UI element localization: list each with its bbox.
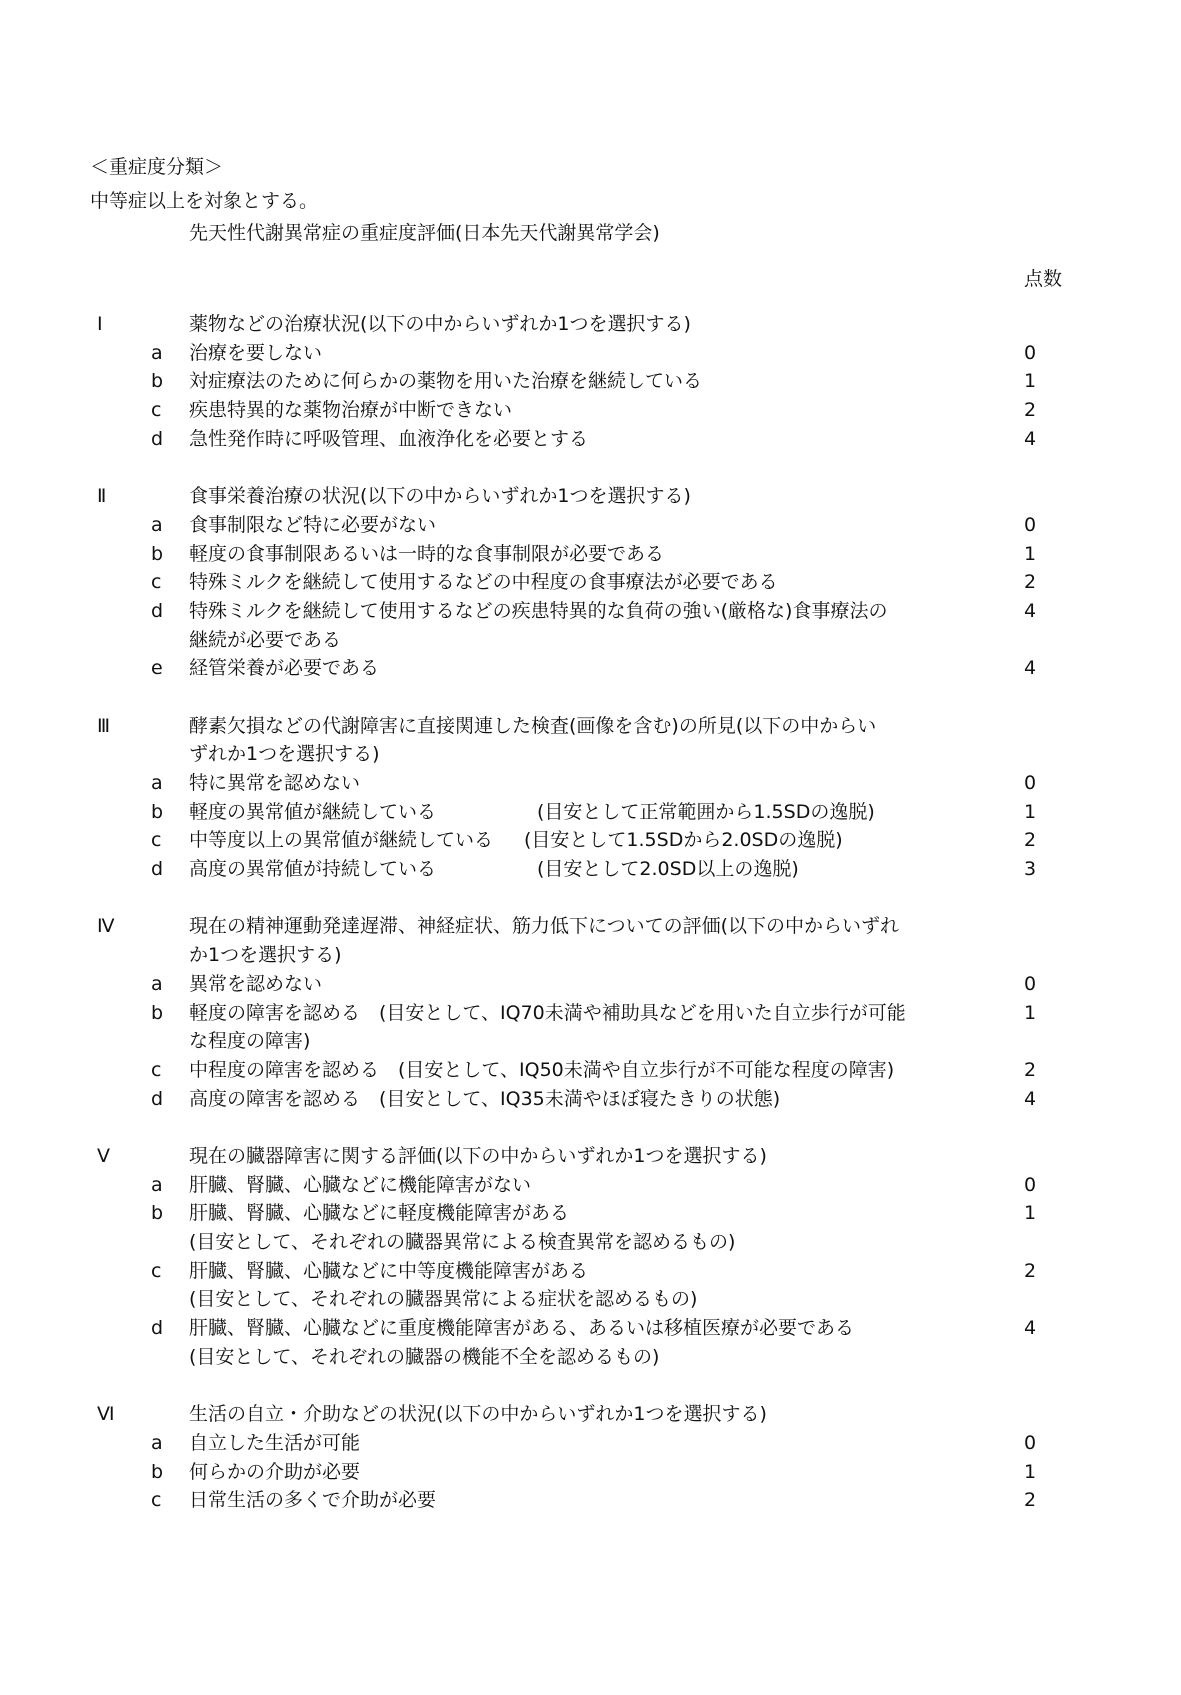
item-letter: b [151, 1460, 164, 1483]
criteria-item [0, 568, 1181, 597]
item-score: 2 [1024, 1259, 1037, 1282]
criteria-item [0, 1429, 1181, 1458]
section-title-row [0, 912, 1181, 941]
item-text: 肝臓、腎臓、心臓などに中等度機能障害がある [189, 1259, 589, 1282]
criteria-item [0, 970, 1181, 999]
item-text: 特殊ミルクを継続して使用するなどの疾患特異的な負荷の強い(厳格な)食事療法の [189, 599, 888, 622]
criteria-item [0, 396, 1181, 425]
criteria-section [0, 1400, 1181, 1515]
item-text: 異常を認めない [189, 972, 323, 995]
section-numeral: Ⅱ [97, 485, 107, 508]
section-title: 食事栄養治療の状況(以下の中からいずれか1つを選択する) [189, 485, 691, 508]
item-text: 経管栄養が必要である [189, 657, 380, 680]
section-title: 現在の臓器障害に関する評価(以下の中からいずれか1つを選択する) [189, 1144, 767, 1167]
item-letter: b [151, 800, 164, 823]
item-letter: c [151, 1058, 162, 1081]
severity-criteria-list [0, 310, 1181, 1544]
section-title-row [0, 310, 1181, 339]
criteria-item [0, 999, 1181, 1028]
criteria-item [0, 1314, 1181, 1343]
section-title-row [0, 1400, 1181, 1429]
item-letter: c [151, 1489, 162, 1512]
item-score: 1 [1024, 370, 1037, 393]
criteria-item [0, 1257, 1181, 1286]
criteria-section [0, 310, 1181, 453]
item-score: 1 [1024, 1202, 1037, 1225]
criteria-section [0, 482, 1181, 683]
item-text: (目安として、それぞれの臓器異常による症状を認めるもの) [189, 1288, 698, 1311]
item-text: 疾患特異的な薬物治療が中断できない [189, 399, 513, 422]
item-text: 特殊ミルクを継続して使用するなどの中程度の食事療法が必要である [189, 571, 778, 594]
score-column-header: 点数 [1024, 268, 1063, 290]
item-score: 3 [1024, 858, 1037, 881]
item-score: 4 [1024, 657, 1037, 680]
item-text: 軽度の食事制限あるいは一時的な食事制限が必要である [189, 542, 665, 565]
criteria-item [0, 1285, 1181, 1314]
criteria-item [0, 855, 1181, 884]
item-letter: b [151, 1202, 164, 1225]
item-text: 中程度の障害を認める (目安として、IQ50未満や自立歩行が不可能な程度の障害) [189, 1058, 895, 1081]
item-letter: b [151, 370, 164, 393]
criteria-item [0, 1343, 1181, 1372]
item-letter: d [151, 858, 164, 881]
item-text: 軽度の異常値が継続している [189, 800, 437, 823]
item-letter: e [151, 657, 163, 680]
item-score: 0 [1024, 1431, 1037, 1454]
item-letter: d [151, 1087, 164, 1110]
section-numeral: Ⅳ [97, 915, 115, 938]
item-score: 4 [1024, 599, 1037, 622]
criteria-item [0, 654, 1181, 683]
item-text: 自立した生活が可能 [189, 1431, 361, 1454]
item-text: 治療を要しない [189, 341, 323, 364]
section-heading: ＜重症度分類＞ [90, 156, 224, 178]
item-letter: b [151, 1001, 164, 1024]
item-score: 2 [1024, 1489, 1037, 1512]
item-score: 0 [1024, 1173, 1037, 1196]
criteria-item [0, 1458, 1181, 1487]
item-letter: a [151, 972, 163, 995]
item-score: 4 [1024, 427, 1037, 450]
item-score: 4 [1024, 1317, 1037, 1340]
item-score: 0 [1024, 972, 1037, 995]
section-title-row [0, 712, 1181, 741]
target-statement: 中等症以上を対象とする。 [90, 190, 319, 212]
section-title-row [0, 482, 1181, 511]
section-title-row [0, 941, 1181, 970]
item-text: 食事制限など特に必要がない [189, 513, 437, 536]
item-text: 特に異常を認めない [189, 772, 361, 794]
item-text: 肝臓、腎臓、心臓などに機能障害がない [189, 1173, 532, 1196]
item-score: 0 [1024, 513, 1037, 536]
item-text: 肝臓、腎臓、心臓などに重度機能障害がある、あるいは移植医療が必要である [189, 1317, 855, 1340]
item-letter: d [151, 427, 164, 450]
section-title: か1つを選択する) [189, 944, 342, 967]
item-text: (目安として、それぞれの臓器の機能不全を認めるもの) [189, 1345, 660, 1368]
section-numeral: Ⅰ [97, 313, 103, 335]
item-text: 肝臓、腎臓、心臓などに軽度機能障害がある [189, 1202, 570, 1225]
item-letter: c [151, 1259, 162, 1282]
item-letter: a [151, 1431, 163, 1454]
item-score: 1 [1024, 1001, 1037, 1024]
item-text: 高度の異常値が持続している [189, 858, 437, 881]
criteria-section [0, 712, 1181, 884]
criteria-item [0, 339, 1181, 368]
item-text: な程度の障害) [189, 1030, 311, 1053]
item-text: 急性発作時に呼吸管理、血液浄化を必要とする [189, 427, 589, 450]
section-title: ずれか1つを選択する) [189, 743, 380, 766]
item-score: 1 [1024, 800, 1037, 823]
criteria-item [0, 769, 1181, 798]
section-numeral: Ⅲ [97, 714, 111, 737]
section-title: 現在の精神運動発達遅滞、神経症状、筋力低下についての評価(以下の中からいずれ [189, 915, 900, 938]
table-title: 先天性代謝異常症の重症度評価(日本先天代謝異常学会) [189, 222, 660, 244]
item-letter: c [151, 571, 162, 594]
item-note: (目安として1.5SDから2.0SDの逸脱) [524, 829, 843, 852]
item-score: 0 [1024, 341, 1037, 364]
criteria-item [0, 1171, 1181, 1200]
criteria-item [0, 1228, 1181, 1257]
criteria-item [0, 597, 1181, 626]
section-numeral: Ⅵ [97, 1403, 115, 1426]
section-numeral: Ⅴ [97, 1144, 110, 1167]
item-score: 2 [1024, 1058, 1037, 1081]
criteria-item [0, 626, 1181, 655]
item-text: 日常生活の多くで介助が必要 [189, 1489, 437, 1512]
item-note: (目安として2.0SD以上の逸脱) [537, 858, 799, 881]
item-score: 1 [1024, 1460, 1037, 1483]
item-score: 2 [1024, 571, 1037, 594]
section-title: 酵素欠損などの代謝障害に直接関連した検査(画像を含む)の所見(以下の中からい [189, 714, 877, 737]
item-letter: a [151, 341, 163, 364]
item-letter: a [151, 1173, 163, 1196]
item-text: 対症療法のために何らかの薬物を用いた治療を継続している [189, 370, 703, 393]
criteria-item [0, 1027, 1181, 1056]
section-title: 生活の自立・介助などの状況(以下の中からいずれか1つを選択する) [189, 1403, 767, 1426]
item-text: 中等度以上の異常値が継続している [189, 829, 494, 852]
criteria-item [0, 367, 1181, 396]
item-score: 4 [1024, 1087, 1037, 1110]
item-letter: d [151, 1317, 164, 1340]
item-letter: a [151, 772, 163, 794]
item-score: 2 [1024, 399, 1037, 422]
item-letter: b [151, 542, 164, 565]
section-title: 薬物などの治療状況(以下の中からいずれか1つを選択する) [189, 313, 691, 335]
item-score: 2 [1024, 829, 1037, 852]
item-text: 継続が必要である [189, 628, 342, 651]
item-text: 高度の障害を認める (目安として、IQ35未満やほぼ寝たきりの状態) [189, 1087, 781, 1110]
criteria-item [0, 798, 1181, 827]
criteria-section [0, 1142, 1181, 1372]
criteria-item [0, 1085, 1181, 1114]
criteria-item [0, 425, 1181, 454]
criteria-item [0, 1486, 1181, 1515]
item-score: 1 [1024, 542, 1037, 565]
item-letter: c [151, 399, 162, 422]
criteria-item [0, 511, 1181, 540]
item-letter: a [151, 513, 163, 536]
item-score: 0 [1024, 772, 1037, 794]
item-text: 何らかの介助が必要 [189, 1460, 361, 1483]
criteria-item [0, 540, 1181, 569]
criteria-section [0, 912, 1181, 1113]
section-title-row [0, 740, 1181, 769]
criteria-item [0, 1199, 1181, 1228]
criteria-item [0, 826, 1181, 855]
item-text: (目安として、それぞれの臓器異常による検査異常を認めるもの) [189, 1231, 736, 1253]
item-letter: d [151, 599, 164, 622]
item-note: (目安として正常範囲から1.5SDの逸脱) [537, 800, 875, 823]
item-letter: c [151, 829, 162, 852]
section-title-row [0, 1142, 1181, 1171]
criteria-item [0, 1056, 1181, 1085]
item-text: 軽度の障害を認める (目安として、IQ70未満や補助具などを用いた自立歩行が可能 [189, 1001, 906, 1024]
